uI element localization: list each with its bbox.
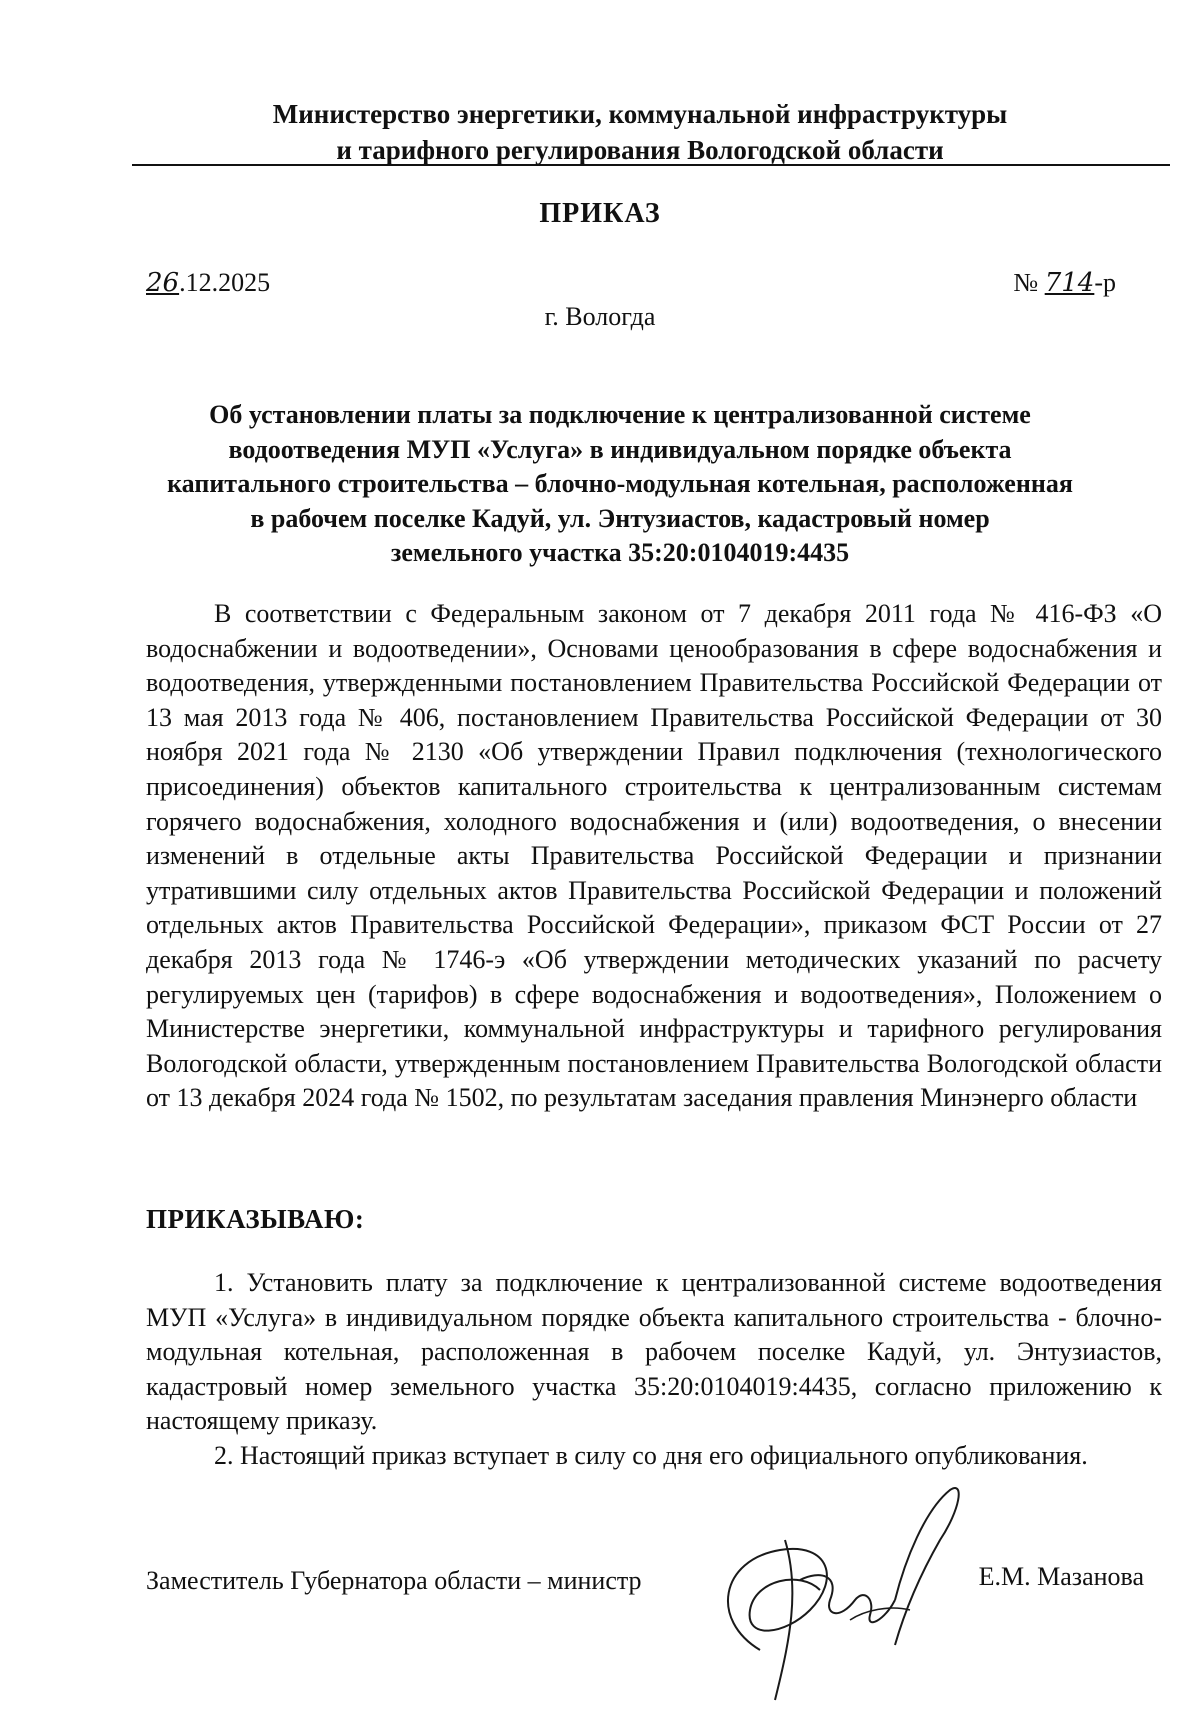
preamble-paragraph: В соответствии с Федеральным законом от 7 декабря 2011 года № 416-ФЗ «О водоснабжении и водоотведении», Основами ценообразования в сфере водоснабжения и водоотведения, утвержденными постановлением Правительства Российской Федерации от 13 мая 2013 года № 406, постановлением Правительства Российской Федерации от 30 ноября 2021 года № 2130 «Об утверждении Правил подключения (технологического присоединения) объектов капитального строительства к централизованным системам горячего водоснабжения, холодного водоснабжения и (или) водоотведения, о внесении изменений в отдельные акты Правительства Российской Федерации и признании утратившими силу отдельных актов Правительства Российской Федерации и положений отдельных актов Правительства Российской Федерации», приказом ФСТ России от 27 декабря 2013 года № 1746-э «Об утверждении методических указаний по расчету регулируемых цен (тарифов) в сфере водоснабжения и водоотведения», Положением о Министерстве энергетики, коммунальной инфраструктуры и тарифного регулирования Вологодской области, утвержденным постановлением Правительства Вологодской области от 13 декабря 2024 года № 1502, по результатам заседания правления Минэнерго области <box>146 599 1162 1113</box>
subject-line: земельного участка 35:20:0104019:4435 <box>390 538 850 567</box>
document-number <box>1013 268 1116 298</box>
ministry-header <box>140 96 1140 168</box>
ministry-header-line-2: и тарифного регулирования Вологодской области <box>336 135 944 165</box>
number-suffix: -р <box>1094 268 1116 297</box>
header-divider <box>132 164 1170 166</box>
number-handwritten: 714 <box>1044 268 1095 298</box>
ministry-header-line-1: Министерство энергетики, коммунальной инфраструктуры <box>272 99 1008 129</box>
handwritten-signature <box>690 1470 990 1720</box>
number-prefix: № <box>1013 268 1045 297</box>
subject-line: капитального строительства – блочно-модульная котельная, расположенная <box>167 469 1073 498</box>
order-item-2: 2. Настоящий приказ вступает в силу со дня его официального опубликования. <box>214 1440 1088 1470</box>
document-title: ПРИКАЗ <box>539 198 661 229</box>
document-date <box>146 268 270 298</box>
order-item-1: 1. Установить плату за подключение к централизованной системе водоотведения МУП «Услуга» в индивидуальном порядке объекта капитального строительства - блочно-модульная котельная, расположенная в рабочем поселке Кадуй, ул. Энтузиастов, кадастровый номер земельного участка 35:20:0104019:4435, согласно приложению к настоящему приказу. <box>146 1268 1162 1436</box>
signatory-name: Е.М. Мазанова <box>978 1562 1144 1591</box>
preamble-section <box>146 597 1162 1116</box>
document-city: г. Вологда <box>544 302 656 331</box>
order-items <box>146 1266 1162 1474</box>
signatory-position: Заместитель Губернатора области – министр <box>146 1566 642 1595</box>
subject-line: водоотведения МУП «Услуга» в индивидуальном порядке объекта <box>228 434 1012 464</box>
subject-line: в рабочем поселке Кадуй, ул. Энтузиастов, кадастровый номер <box>250 503 990 533</box>
date-month-year: .12.2025 <box>179 268 271 297</box>
date-day-handwritten: 26 <box>146 268 180 298</box>
subject-line: Об установлении платы за подключение к централизованной системе <box>209 400 1031 429</box>
document-subject <box>120 398 1120 571</box>
order-keyword: ПРИКАЗЫВАЮ: <box>146 1204 365 1234</box>
